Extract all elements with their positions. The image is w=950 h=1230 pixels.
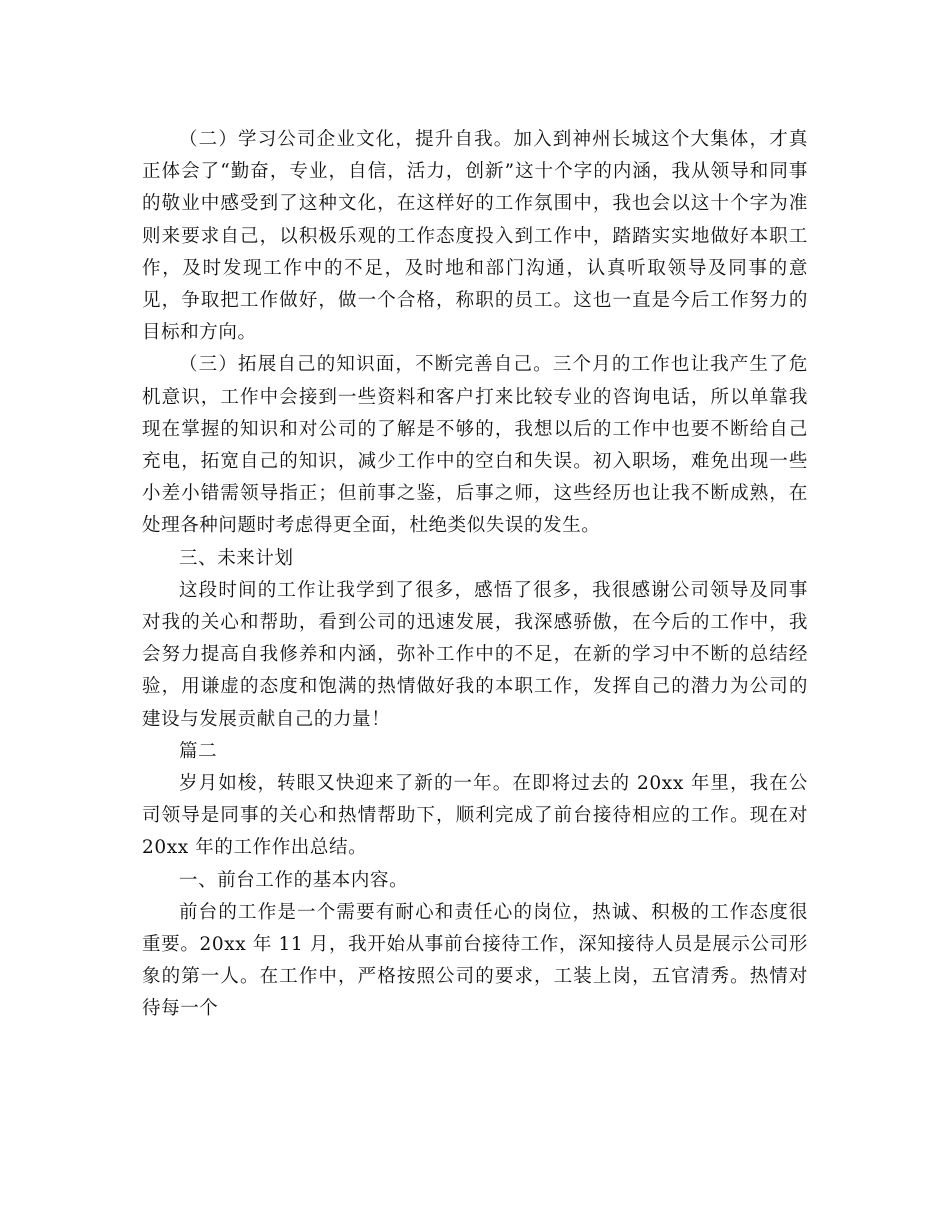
- paragraph-future-plan: 这段时间的工作让我学到了很多，感悟了很多，我很感谢公司领导及同事对我的关心和帮助，看到公司的迅速发展，我深感骄傲，在今后的工作中，我会努力提高自我修养和内涵，弥补工作中的不足，在新的学习中不断的总结经验，用谦虚的态度和饱满的热情做好我的本职工作，发挥自己的潜力为公司的建设与发展贡献自己的力量！: [142, 579, 808, 730]
- document-body: [142, 124, 808, 1026]
- paragraph-knowledge: （三）拓展自己的知识面，不断完善自己。三个月的工作也让我产生了危机意识，工作中会接到一些资料和客户打来比较专业的咨询电话，所以单靠我现在掌握的知识和对公司的了解是不够的，我想以后的工作中也要不断给自己充电，拓宽自己的知识，减少工作中的空白和失误。初入职场，难免出现一些小差小错需领导指正；但前事之鉴，后事之师，这些经历也让我不断成熟，在处理各种问题时考虑得更全面，杜绝类似失误的发生。: [142, 354, 808, 537]
- paragraph-year-summary: 岁月如梭，转眼又快迎来了新的一年。在即将过去的 20xx 年里，我在公司领导是同事的关心和热情帮助下，顺利完成了前台接待相应的工作。现在对 20xx 年的工作作出总结。: [142, 773, 808, 859]
- paragraph-culture: （二）学习公司企业文化，提升自我。加入到神州长城这个大集体，才真正体会了“勤奋，专业，自信，活力，创新”这十个字的内涵，我从领导和同事的敬业中感受到了这种文化，在这样好的工作氛围中，我也会以这十个字为准则来要求自己，以积极乐观的工作态度投入到工作中，踏踏实实地做好本职工作，及时发现工作中的不足，及时地和部门沟通，认真听取领导及同事的意见，争取把工作做好，做一个合格，称职的员工。这也一直是今后工作努力的目标和方向。: [142, 129, 808, 344]
- paragraph-front-desk: 前台的工作是一个需要有耐心和责任心的岗位，热诚、积极的工作态度很重要。20xx 年 11 月，我开始从事前台接待工作，深知接待人员是展示公司形象的第一人。在工作中，严格按照公司的要求，工装上岗，五官清秀。热情对待每一个: [142, 901, 808, 1020]
- section-heading-front-desk: 一、前台工作的基本内容。: [179, 869, 409, 891]
- section-heading-part-two: 篇二: [179, 740, 218, 762]
- section-heading-future-plan: 三、未来计划: [179, 547, 294, 569]
